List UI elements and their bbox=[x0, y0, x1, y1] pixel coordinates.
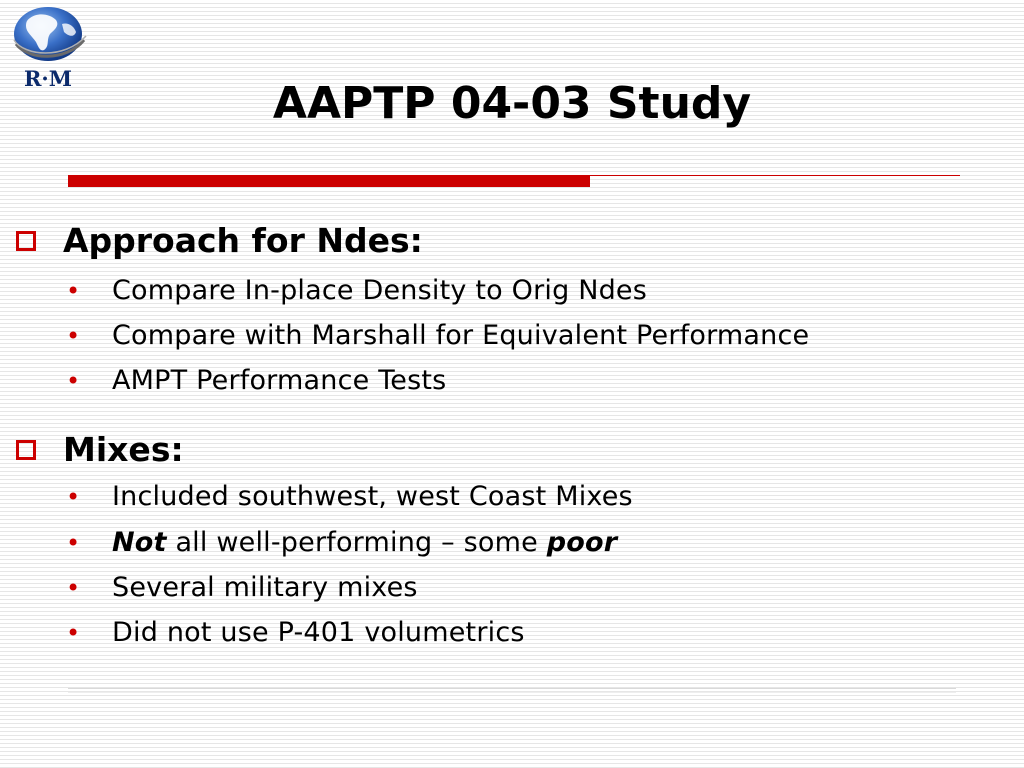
round-bullet-icon: • bbox=[66, 483, 81, 511]
round-bullet-icon: • bbox=[66, 619, 81, 647]
list-item bbox=[66, 271, 647, 311]
round-bullet-icon: • bbox=[66, 367, 81, 395]
list-item bbox=[66, 613, 525, 653]
section-mixes-heading bbox=[16, 428, 184, 472]
square-bullet-icon bbox=[16, 231, 36, 251]
section-heading-label: Mixes: bbox=[63, 430, 184, 469]
round-bullet-icon: • bbox=[66, 322, 81, 350]
section-heading-label: Approach for Ndes: bbox=[63, 221, 423, 260]
list-item bbox=[66, 523, 617, 563]
list-item-text: Compare In-place Density to Orig Ndes bbox=[112, 275, 648, 306]
list-item bbox=[66, 568, 418, 608]
list-item bbox=[66, 316, 809, 356]
list-item-text: Compare with Marshall for Equivalent Performance bbox=[112, 320, 810, 351]
list-item-text-middle: all well-performing – some bbox=[166, 527, 547, 558]
slide-title: AAPTP 04-03 Study bbox=[272, 78, 752, 129]
emphasis-not: Not bbox=[112, 527, 167, 558]
square-bullet-icon bbox=[16, 440, 36, 460]
footer-divider bbox=[68, 688, 956, 689]
footer-divider-secondary bbox=[68, 692, 956, 693]
list-item bbox=[66, 477, 633, 517]
section-approach-heading bbox=[16, 219, 423, 263]
round-bullet-icon: • bbox=[66, 277, 81, 305]
round-bullet-icon: • bbox=[66, 529, 81, 557]
title-underline-thick bbox=[68, 175, 590, 187]
title-underline-thin bbox=[590, 175, 960, 176]
logo-text: R·M bbox=[23, 66, 73, 91]
list-item-text: AMPT Performance Tests bbox=[112, 365, 447, 396]
list-item-text: Included southwest, west Coast Mixes bbox=[112, 481, 633, 512]
list-item-text bbox=[112, 523, 617, 563]
list-item-text: Several military mixes bbox=[112, 572, 418, 603]
list-item bbox=[66, 361, 446, 401]
list-item-text: Did not use P-401 volumetrics bbox=[112, 617, 525, 648]
emphasis-poor: poor bbox=[546, 527, 618, 558]
round-bullet-icon: • bbox=[66, 574, 81, 602]
